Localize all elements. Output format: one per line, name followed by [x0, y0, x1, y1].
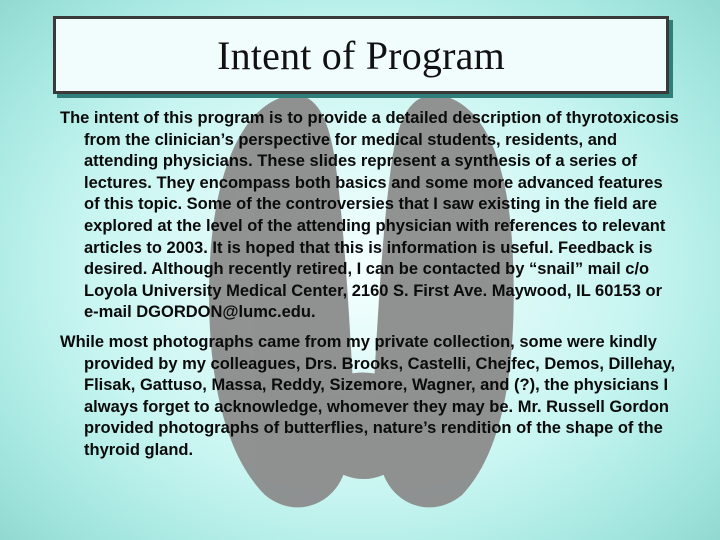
intent-paragraph: The intent of this program is to provide a detailed description of thyrotoxicosis from the clinician’s perspective for medical students, residents, and attending physicians. These slides represent a synthesis of a series of lectures. They encompass both basics and some more advanced features of this topic. Some of the controversies that I saw existing in the field are explored at the level of the attending physician with references to relevant articles to 2003. It is hoped that this is information is useful. Feedback is desired. Although recently retired, I can be contacted by “snail” mail c/o Loyola University Medical Center, 2160 S. First Ave. Maywood, IL 60153 or e-mail DGORDON@lumc.edu.: [60, 109, 679, 322]
slide-title: Intent of Program: [217, 32, 505, 78]
acknowledgements-paragraph: While most photographs came from my private collection, some were kindly provided by my colleagues, Drs. Brooks, Castelli, Chejfec, Demos, Dillehay, Flisak, Gattuso, Massa, Reddy, Sizemore, Wagner, and (?), the physicians I always forget to acknowledge, whomever they may be. Mr. Russell Gordon provided photographs of butterflies, nature’s rendition of the shape of the thyroid gland.: [60, 332, 676, 459]
title-box: [53, 16, 669, 94]
slide-body: [60, 108, 680, 470]
